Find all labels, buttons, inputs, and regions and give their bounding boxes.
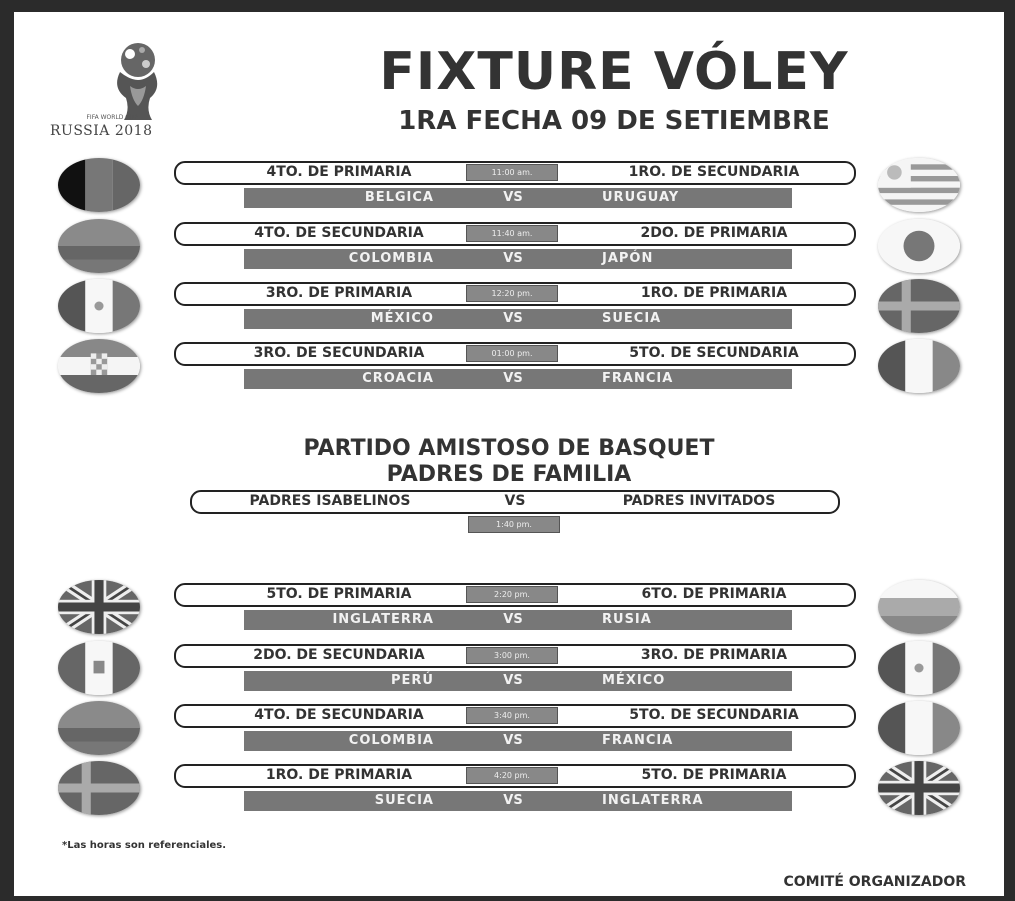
country-right: RUSIA xyxy=(602,612,652,627)
match-row xyxy=(14,644,1004,704)
country-right: FRANCIA xyxy=(602,371,674,386)
colombia-flag-icon xyxy=(58,701,140,755)
sweden-flag-icon xyxy=(878,279,960,333)
country-left: BELGICA xyxy=(364,190,434,205)
vs-label: VS xyxy=(503,673,523,688)
team-right: 5TO. DE PRIMARIA xyxy=(641,767,787,783)
country-right: MÉXICO xyxy=(602,673,666,688)
logo-text: RUSSIA 2018 xyxy=(50,123,153,139)
friendly-team-left: PADRES ISABELINOS xyxy=(249,493,411,509)
team-left: 4TO. DE SECUNDARIA xyxy=(254,225,424,241)
committee-signature: COMITÉ ORGANIZADOR xyxy=(783,874,966,890)
france-flag-icon xyxy=(878,701,960,755)
team-left: 3RO. DE SECUNDARIA xyxy=(253,345,425,361)
team-right: 5TO. DE SECUNDARIA xyxy=(629,345,799,361)
country-left: COLOMBIA xyxy=(348,251,434,266)
country-left: PERÚ xyxy=(391,673,434,688)
vs-label: VS xyxy=(503,311,523,326)
footnote: *Las horas son referenciales. xyxy=(62,840,227,851)
country-right: URUGUAY xyxy=(602,190,680,205)
match-row xyxy=(14,282,1004,342)
team-left: 2DO. DE SECUNDARIA xyxy=(253,647,425,663)
match-time: 2:20 pm. xyxy=(466,586,558,603)
team-left: 3RO. DE PRIMARIA xyxy=(265,285,413,301)
team-right: 2DO. DE PRIMARIA xyxy=(640,225,788,241)
country-left: COLOMBIA xyxy=(348,733,434,748)
page-subtitle: 1RA FECHA 09 DE SETIEMBRE xyxy=(398,106,830,136)
friendly-title-line2: PADRES DE FAMILIA xyxy=(386,462,632,487)
match-row xyxy=(14,704,1004,764)
match-row xyxy=(14,342,1004,402)
match-row xyxy=(14,222,1004,282)
friendly-title-line1: PARTIDO AMISTOSO DE BASQUET xyxy=(303,436,715,461)
team-right: 5TO. DE SECUNDARIA xyxy=(629,707,799,723)
vs-label: VS xyxy=(503,190,523,205)
match-time: 3:40 pm. xyxy=(466,707,558,724)
team-left: 5TO. DE PRIMARIA xyxy=(266,586,412,602)
uruguay-flag-icon xyxy=(878,158,960,212)
colombia-flag-icon xyxy=(58,219,140,273)
country-left: INGLATERRA xyxy=(332,612,434,627)
croatia-flag-icon xyxy=(58,339,140,393)
team-right: 6TO. DE PRIMARIA xyxy=(641,586,787,602)
vs-label: VS xyxy=(503,251,523,266)
match-row xyxy=(14,583,1004,643)
russia-flag-icon xyxy=(878,580,960,634)
vs-label: VS xyxy=(503,371,523,386)
france-flag-icon xyxy=(878,339,960,393)
vs-label: VS xyxy=(503,612,523,627)
match-time: 12:20 pm. xyxy=(466,285,558,302)
mexico-flag-icon xyxy=(878,641,960,695)
country-left: SUECIA xyxy=(374,793,434,808)
england-flag-icon xyxy=(58,580,140,634)
team-right: 1RO. DE SECUNDARIA xyxy=(628,164,800,180)
match-row xyxy=(14,764,1004,824)
match-time: 3:00 pm. xyxy=(466,647,558,664)
team-left: 1RO. DE PRIMARIA xyxy=(265,767,413,783)
team-left: 4TO. DE PRIMARIA xyxy=(266,164,412,180)
team-right: 3RO. DE PRIMARIA xyxy=(640,647,788,663)
vs-label: VS xyxy=(503,733,523,748)
england-flag-icon xyxy=(878,761,960,815)
match-time: 11:00 am. xyxy=(466,164,558,181)
logo-caption: FIFA WORLD CUP xyxy=(86,114,138,121)
japan-flag-icon xyxy=(878,219,960,273)
friendly-vs: VS xyxy=(504,493,526,509)
friendly-time: 1:40 pm. xyxy=(468,516,560,533)
friendly-team-right: PADRES INVITADOS xyxy=(622,493,776,509)
country-right: SUECIA xyxy=(602,311,662,326)
country-left: MÉXICO xyxy=(370,311,434,326)
match-row xyxy=(14,161,1004,221)
match-time: 4:20 pm. xyxy=(466,767,558,784)
mexico-flag-icon xyxy=(58,279,140,333)
country-right: FRANCIA xyxy=(602,733,674,748)
team-left: 4TO. DE SECUNDARIA xyxy=(254,707,424,723)
match-time: 01:00 pm. xyxy=(466,345,558,362)
country-left: CROACIA xyxy=(362,371,434,386)
country-right: JAPÓN xyxy=(602,251,654,266)
team-right: 1RO. DE PRIMARIA xyxy=(640,285,788,301)
country-right: INGLATERRA xyxy=(602,793,704,808)
peru-flag-icon xyxy=(58,641,140,695)
match-time: 11:40 am. xyxy=(466,225,558,242)
belgium-flag-icon xyxy=(58,158,140,212)
sweden-flag-icon xyxy=(58,761,140,815)
fixture-poster xyxy=(14,12,1004,896)
vs-label: VS xyxy=(503,793,523,808)
page-title: FIXTURE VÓLEY xyxy=(379,42,849,102)
